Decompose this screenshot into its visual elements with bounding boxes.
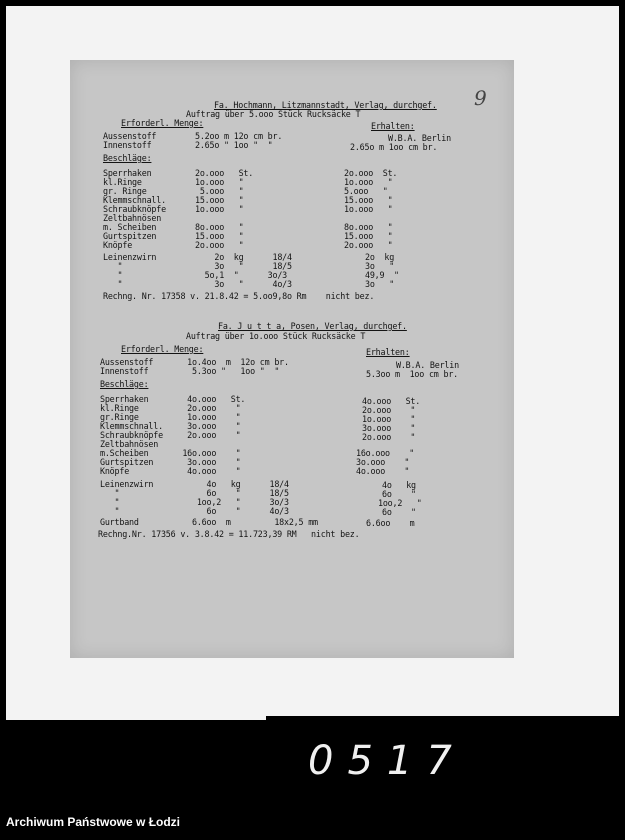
row-2-12: Gurtband 6.6oo m 18x2,5 mm xyxy=(100,517,318,527)
row-1-6: Gurtspitzen 15.ooo " xyxy=(103,231,244,241)
invoice-line-2: Rechng.Nr. 17356 v. 3.8.42 = 11.723,39 RM nicht bez. xyxy=(98,529,360,539)
row-2-12-recv: 6.6oo m xyxy=(366,518,415,528)
row-1-3: Klemmschnall. 15.ooo " xyxy=(103,195,244,205)
row-1-7: Knöpfe 2o.ooo " xyxy=(103,240,244,250)
row-2-11-recv: 6o " xyxy=(382,507,416,517)
row-1-9-recv: 3o " xyxy=(365,261,395,271)
row-2-2: gr.Ringe 1o.ooo " xyxy=(100,412,241,422)
invoice-line-1: Rechng. Nr. 17358 v. 21.8.42 = 5.oo9,8o Rm nicht bez. xyxy=(103,291,375,301)
row-2-7: Knöpfe 4o.ooo " xyxy=(100,466,241,476)
required-qty-label-2: Erforderl. Menge: xyxy=(121,344,204,354)
received-label-2: Erhalten: xyxy=(366,347,410,357)
row-1-2: gr. Ringe 5.ooo " xyxy=(103,186,244,196)
order-title-2: Auftrag über 1o.ooo Stück Rucksäcke T xyxy=(186,331,366,341)
row-2-8-recv: 4o kg xyxy=(382,480,416,490)
row-innenstoff-1: Innenstoff 2.65o " 1oo " " xyxy=(103,140,273,150)
row-2-9-recv: 6o " xyxy=(382,489,416,499)
order-title-1: Auftrag über 5.ooo Stück Rucksäcke T xyxy=(186,109,361,119)
row-1-9: " 3o " 18/5 xyxy=(103,261,292,271)
row-1-8-recv: 2o kg xyxy=(365,252,395,262)
row-2-10: " 1oo,2 " 3o/3 xyxy=(100,497,289,507)
row-1-5: m. Scheiben 8o.ooo " xyxy=(103,222,244,232)
row-1-0-recv: 2o.ooo St. xyxy=(344,168,398,178)
row-2-0: Sperrhaken 4o.ooo St. xyxy=(100,394,246,404)
row-1-5-recv: 8o.ooo " xyxy=(344,222,393,232)
row-1-6-recv: 15.ooo " xyxy=(344,231,393,241)
row-2-5a: Zeltbahnösen xyxy=(100,439,159,449)
row-2-8: Leinenzwirn 4o kg 18/4 xyxy=(100,479,289,489)
row-1-4: Schraubknöpfe 1o.ooo " xyxy=(103,204,244,214)
row-1-2-recv: 5.ooo " xyxy=(344,186,388,196)
row-2-11: " 6o " 4o/3 xyxy=(100,506,289,516)
row-2-4: Schraubknöpfe 2o.ooo " xyxy=(100,430,241,440)
received-label-1: Erhalten: xyxy=(371,121,415,131)
row-2-5: m.Scheiben 16o.ooo " xyxy=(100,448,241,458)
fittings-label-2: Beschläge: xyxy=(100,379,149,389)
row-2-0-recv: 4o.ooo St. xyxy=(362,396,421,406)
row-1-8: Leinenzwirn 2o kg 18/4 xyxy=(103,252,292,262)
row-innenstoff-1-recv: 2.65o m 1oo cm br. xyxy=(350,142,438,152)
row-2-10-recv: 1oo,2 " xyxy=(378,498,422,508)
row-1-3-recv: 15.ooo " xyxy=(344,195,393,205)
row-2-6: Gurtspitzen 3o.ooo " xyxy=(100,457,241,467)
row-aussenstoff-1-recv: W.B.A. Berlin xyxy=(388,133,451,143)
row-1-1-recv: 1o.ooo " xyxy=(344,177,393,187)
row-1-10-recv: 49,9 " xyxy=(365,270,399,280)
row-2-5-recv: 16o.ooo " xyxy=(356,448,415,458)
row-1-11: " 3o " 4o/3 xyxy=(103,279,292,289)
row-aussenstoff-1: Aussenstoff 5.2oo m 12o cm br. xyxy=(103,131,283,141)
handwritten-page-number: 9 xyxy=(474,86,487,110)
row-2-1-recv: 2o.ooo " xyxy=(362,405,416,415)
row-innenstoff-2-recv: 5.3oo m 1oo cm br. xyxy=(366,369,459,379)
row-1-5a: Zeltbahnösen xyxy=(103,213,162,223)
required-qty-label-1: Erforderl. Menge: xyxy=(121,118,204,128)
row-2-6-recv: 3o.ooo " xyxy=(356,457,410,467)
frame-counter: 0517 xyxy=(308,738,466,784)
row-2-3-recv: 3o.ooo " xyxy=(362,423,416,433)
row-2-4-recv: 2o.ooo " xyxy=(362,432,416,442)
fittings-label-1: Beschläge: xyxy=(103,153,152,163)
header-company-1: Fa. Hochmann, Litzmannstadt, Verlag, durchgef. xyxy=(214,100,437,110)
row-1-0: Sperrhaken 2o.ooo St. xyxy=(103,168,254,178)
header-company-2: Fa. J u t t a, Posen, Verlag, durchgef. xyxy=(218,321,407,331)
row-2-2-recv: 1o.ooo " xyxy=(362,414,416,424)
row-1-7-recv: 2o.ooo " xyxy=(344,240,393,250)
row-innenstoff-2: Innenstoff 5.3oo " 1oo " " xyxy=(100,366,280,376)
row-1-10: " 5o,1 " 3o/3 xyxy=(103,270,288,280)
row-aussenstoff-2-recv: W.B.A. Berlin xyxy=(396,360,459,370)
row-2-9: " 6o " 18/5 xyxy=(100,488,289,498)
row-2-3: Klemmschnall. 3o.ooo " xyxy=(100,421,241,431)
row-2-7-recv: 4o.ooo " xyxy=(356,466,410,476)
archive-footer: Archiwum Państwowe w Łodzi xyxy=(6,815,181,829)
row-aussenstoff-2: Aussenstoff 1o.4oo m 12o cm br. xyxy=(100,357,289,367)
row-2-1: kl.Ringe 2o.ooo " xyxy=(100,403,241,413)
row-1-11-recv: 3o " xyxy=(365,279,395,289)
row-1-1: kl.Ringe 1o.ooo " xyxy=(103,177,244,187)
row-1-4-recv: 1o.ooo " xyxy=(344,204,393,214)
